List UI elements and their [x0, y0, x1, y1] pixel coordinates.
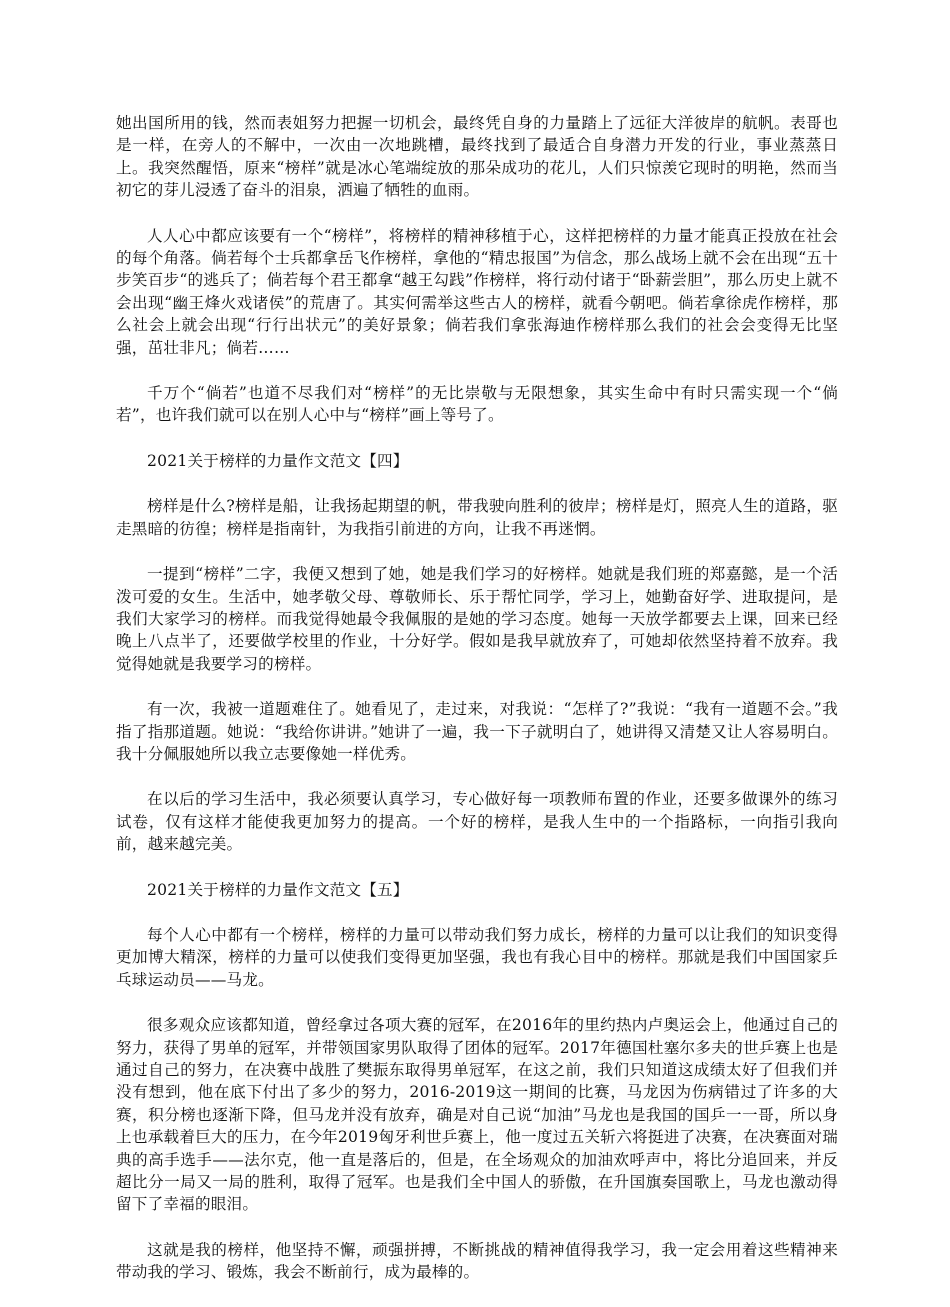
section-heading: 2021关于榜样的力量作文范文【四】 [147, 451, 409, 470]
paragraph: 她出国所用的钱，然而表姐努力把握一切机会，最终凭自身的力量踏上了远征大洋彼岸的航帆。表哥也是一样，在旁人的不解中，一次由一次地跳槽，最终找到了最适合自身潜力开发的行业，事业蒸蒸日上。我突然醒悟，原来“榜样”就是冰心笔端绽放的那朵成功的花儿，人们只惊羡它现时的明艳，然而当初它的芽儿浸透了奋斗的泪泉，洒遍了牺牲的血雨。 [116, 114, 838, 200]
paragraph: 在以后的学习生活中，我必须要认真学习，专心做好每一项教师布置的作业，还要多做课外的练习试卷，仅有这样才能使我更加努力的提高。一个好的榜样，是我人生中的一个指路标，一向指引我向前，越来越完美。 [116, 790, 838, 854]
paragraph: 很多观众应该都知道，曾经拿过各项大赛的冠军，在2016年的里约热内卢奥运会上，他通过自己的努力，获得了男单的冠军，并带领国家男队取得了团体的冠军。2017年德国杜塞尔多夫的世乒赛上也是通过自己的努力，在决赛中战胜了樊振东取得男单冠军，在这之前，我们只知道这成绩太好了但我们并没有想到，他在底下付出了多少的努力，2016-2019这一期间的比赛，马龙因为伤病错过了许多的大赛，积分榜也逐渐下降，但马龙并没有放弃，确是对自己说“加油”马龙也是我国的国乒一一哥，所以身上也承载着巨大的压力，在今年2019匈牙利世乒赛上，他一度过五关斩六将挺进了决赛，在决赛面对瑞典的高手选手——法尔克，他一直是落后的，但是，在全场观众的加油欢呼声中，将比分追回来，并反超比分一局又一局的胜利，取得了冠军。也是我们全中国人的骄傲，在升国旗奏国歌上，马龙也激动得留下了幸福的眼泪。 [116, 1016, 838, 1214]
paragraph: 榜样是什么?榜样是船，让我扬起期望的帆，带我驶向胜利的彼岸；榜样是灯，照亮人生的道路，驱走黑暗的彷徨；榜样是指南针，为我指引前进的方向，让我不再迷惘。 [116, 497, 838, 538]
paragraph: 一提到“榜样”二字，我便又想到了她，她是我们学习的好榜样。她就是我们班的郑嘉懿，是一个活泼可爱的女生。生活中，她孝敬父母、尊敬师长、乐于帮忙同学，学习上，她勤奋好学、进取提问，是我们大家学习的榜样。而我觉得她最令我佩服的是她的学习态度。她每一天放学都要去上课，回来已经晚上八点半了，还要做学校里的作业，十分好学。假如是我早就放弃了，可她却依然坚持着不放弃。我觉得她就是我要学习的榜样。 [116, 565, 838, 673]
paragraph: 有一次，我被一道题难住了。她看见了，走过来，对我说：“怎样了?”我说：“我有一道题不会。”我指了指那道题。她说：“我给你讲讲。”她讲了一遍，我一下子就明白了，她讲得又清楚又让人容易明白。我十分佩服她所以我立志要像她一样优秀。 [116, 700, 838, 763]
paragraph: 人人心中都应该要有一个“榜样”，将榜样的精神移植于心，这样把榜样的力量才能真正投放在社会的每个角落。倘若每个士兵都拿岳飞作榜样，拿他的“精忠报国”为信念，那么战场上就不会在出现“五十步笑百步“的逃兵了；倘若每个君王都拿“越王勾践”作榜样，将行动付诸于“卧薪尝胆”，那么历史上就不会出现“幽王烽火戏诸侯”的荒唐了。其实何需举这些古人的榜样，就看今朝吧。倘若拿徐虎作榜样，那么社会上就会出现“行行出状元”的美好景象；倘若我们拿张海迪作榜样那么我们的社会会变得无比坚强，茁壮非凡；倘若…… [116, 226, 838, 357]
section-heading: 2021关于榜样的力量作文范文【五】 [147, 880, 409, 899]
paragraph: 千万个“倘若”也道不尽我们对“榜样”的无比崇敬与无限想象，其实生命中有时只需实现一个“倘若”，也许我们就可以在别人心中与“榜样”画上等号了。 [116, 384, 838, 425]
document-body [116, 112, 838, 1307]
paragraph: 每个人心中都有一个榜样，榜样的力量可以带动我们努力成长，榜样的力量可以让我们的知识变得更加博大精深，榜样的力量可以使我们变得更加坚强，我也有我心目中的榜样。那就是我们中国国家乒乓球运动员——马龙。 [116, 925, 838, 989]
paragraph: 这就是我的榜样，他坚持不懈，顽强拼搏，不断挑战的精神值得我学习，我一定会用着这些精神来带动我的学习、锻炼，我会不断前行，成为最棒的。 [116, 1240, 838, 1282]
